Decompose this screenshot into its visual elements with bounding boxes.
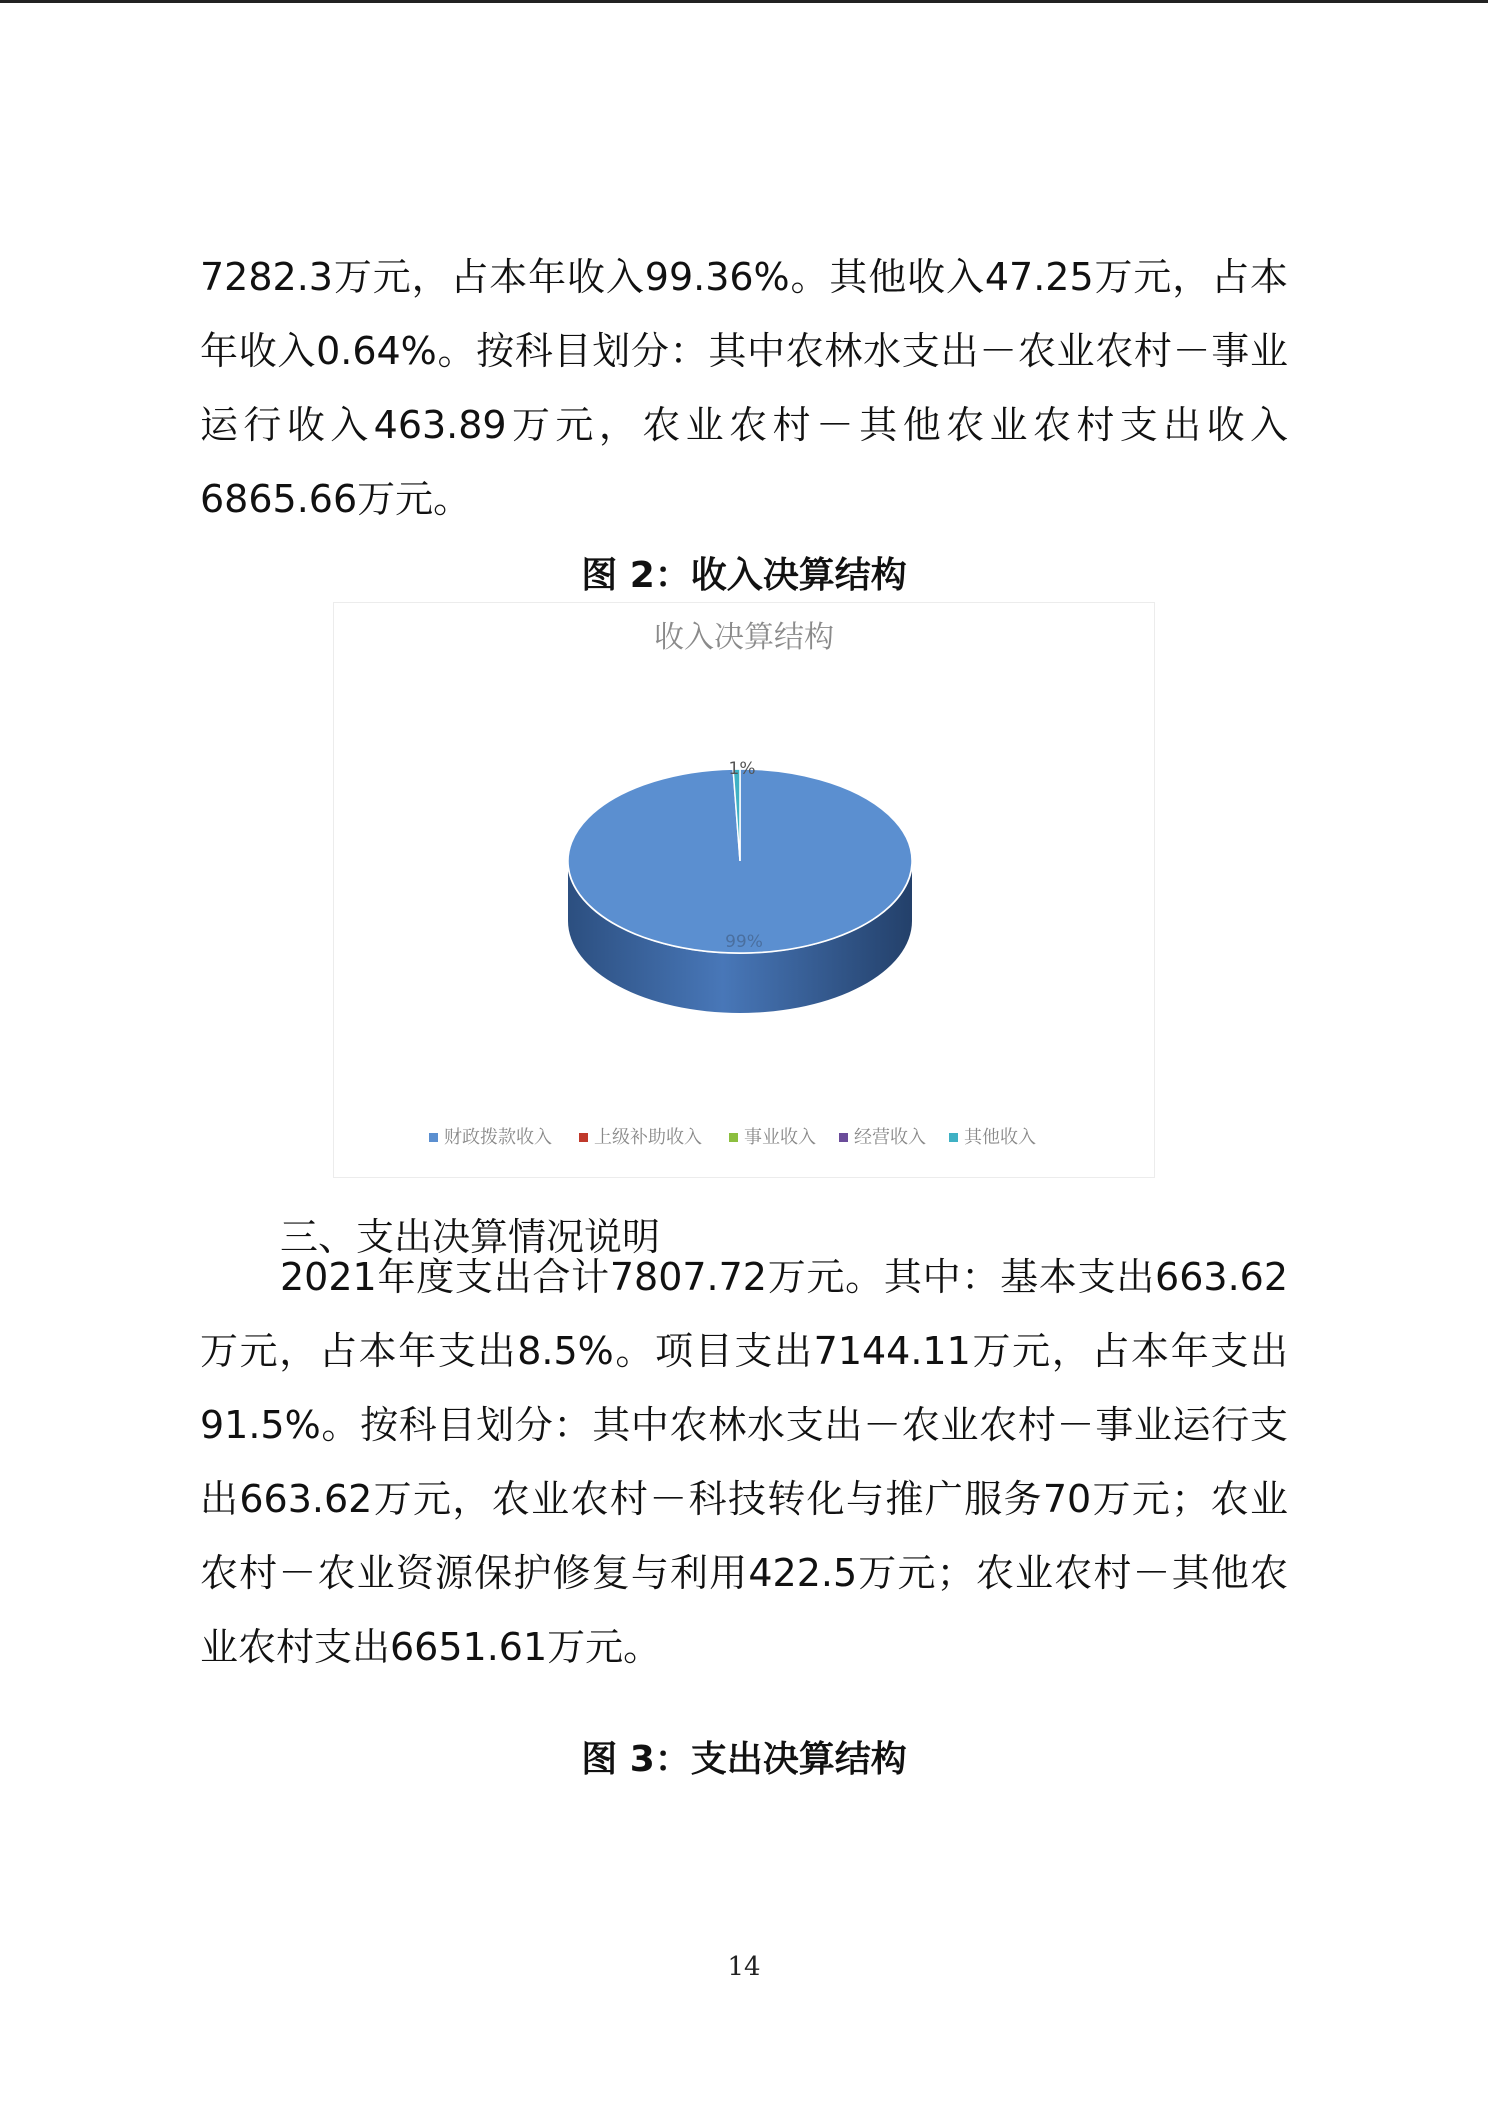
legend-item-4: [839, 1127, 926, 1148]
legend-label: 上级补助收入: [594, 1127, 702, 1148]
expenditure-paragraph: 2021年度支出合计7807.72万元。其中：基本支出663.62万元，占本年支出8.5%。项目支出7144.11万元，占本年支出91.5%。按科目划分：其中农林水支出－农业农村－事业运行支出663.62万元，农业农村－科技转化与推广服务70万元；农业农村－农业资源保护修复与利用422.5万元；农业农村－其他农业农村支出6651.61万元。: [200, 1255, 1288, 1669]
legend-item-2: [579, 1127, 702, 1148]
legend-marker: [839, 1133, 848, 1142]
data-label-1: 99%: [725, 932, 763, 952]
legend-label: 经营收入: [854, 1127, 926, 1148]
legend-label: 财政拨款收入: [444, 1127, 552, 1148]
legend-item-3: [729, 1127, 816, 1148]
section-3-heading: 三、支出决算情况说明: [280, 1215, 661, 1259]
data-label-5: 1%: [728, 759, 756, 779]
legend-marker: [429, 1133, 438, 1142]
pie-chart-svg: [334, 603, 1154, 1177]
figure-2-caption: 图 2：收入决算结构: [581, 555, 907, 596]
legend-marker: [579, 1133, 588, 1142]
figure-3-caption: 图 3：支出决算结构: [581, 1739, 907, 1780]
legend-item-5: [949, 1127, 1036, 1148]
chart-title: 收入决算结构: [654, 620, 834, 655]
legend-item-1: [429, 1127, 552, 1148]
legend-label: 事业收入: [744, 1127, 816, 1148]
legend-label: 其他收入: [964, 1127, 1036, 1148]
page-number: 14: [727, 1952, 761, 1982]
income-structure-chart: [333, 602, 1155, 1178]
page-top-border: [0, 0, 1488, 3]
income-paragraph: 7282.3万元，占本年收入99.36%。其他收入47.25万元，占本年收入0.64%。按科目划分：其中农林水支出－农业农村－事业运行收入463.89万元，农业农村－其他农业农村支出收入6865.66万元。: [200, 255, 1288, 521]
legend-marker: [949, 1133, 958, 1142]
legend-marker: [729, 1133, 738, 1142]
